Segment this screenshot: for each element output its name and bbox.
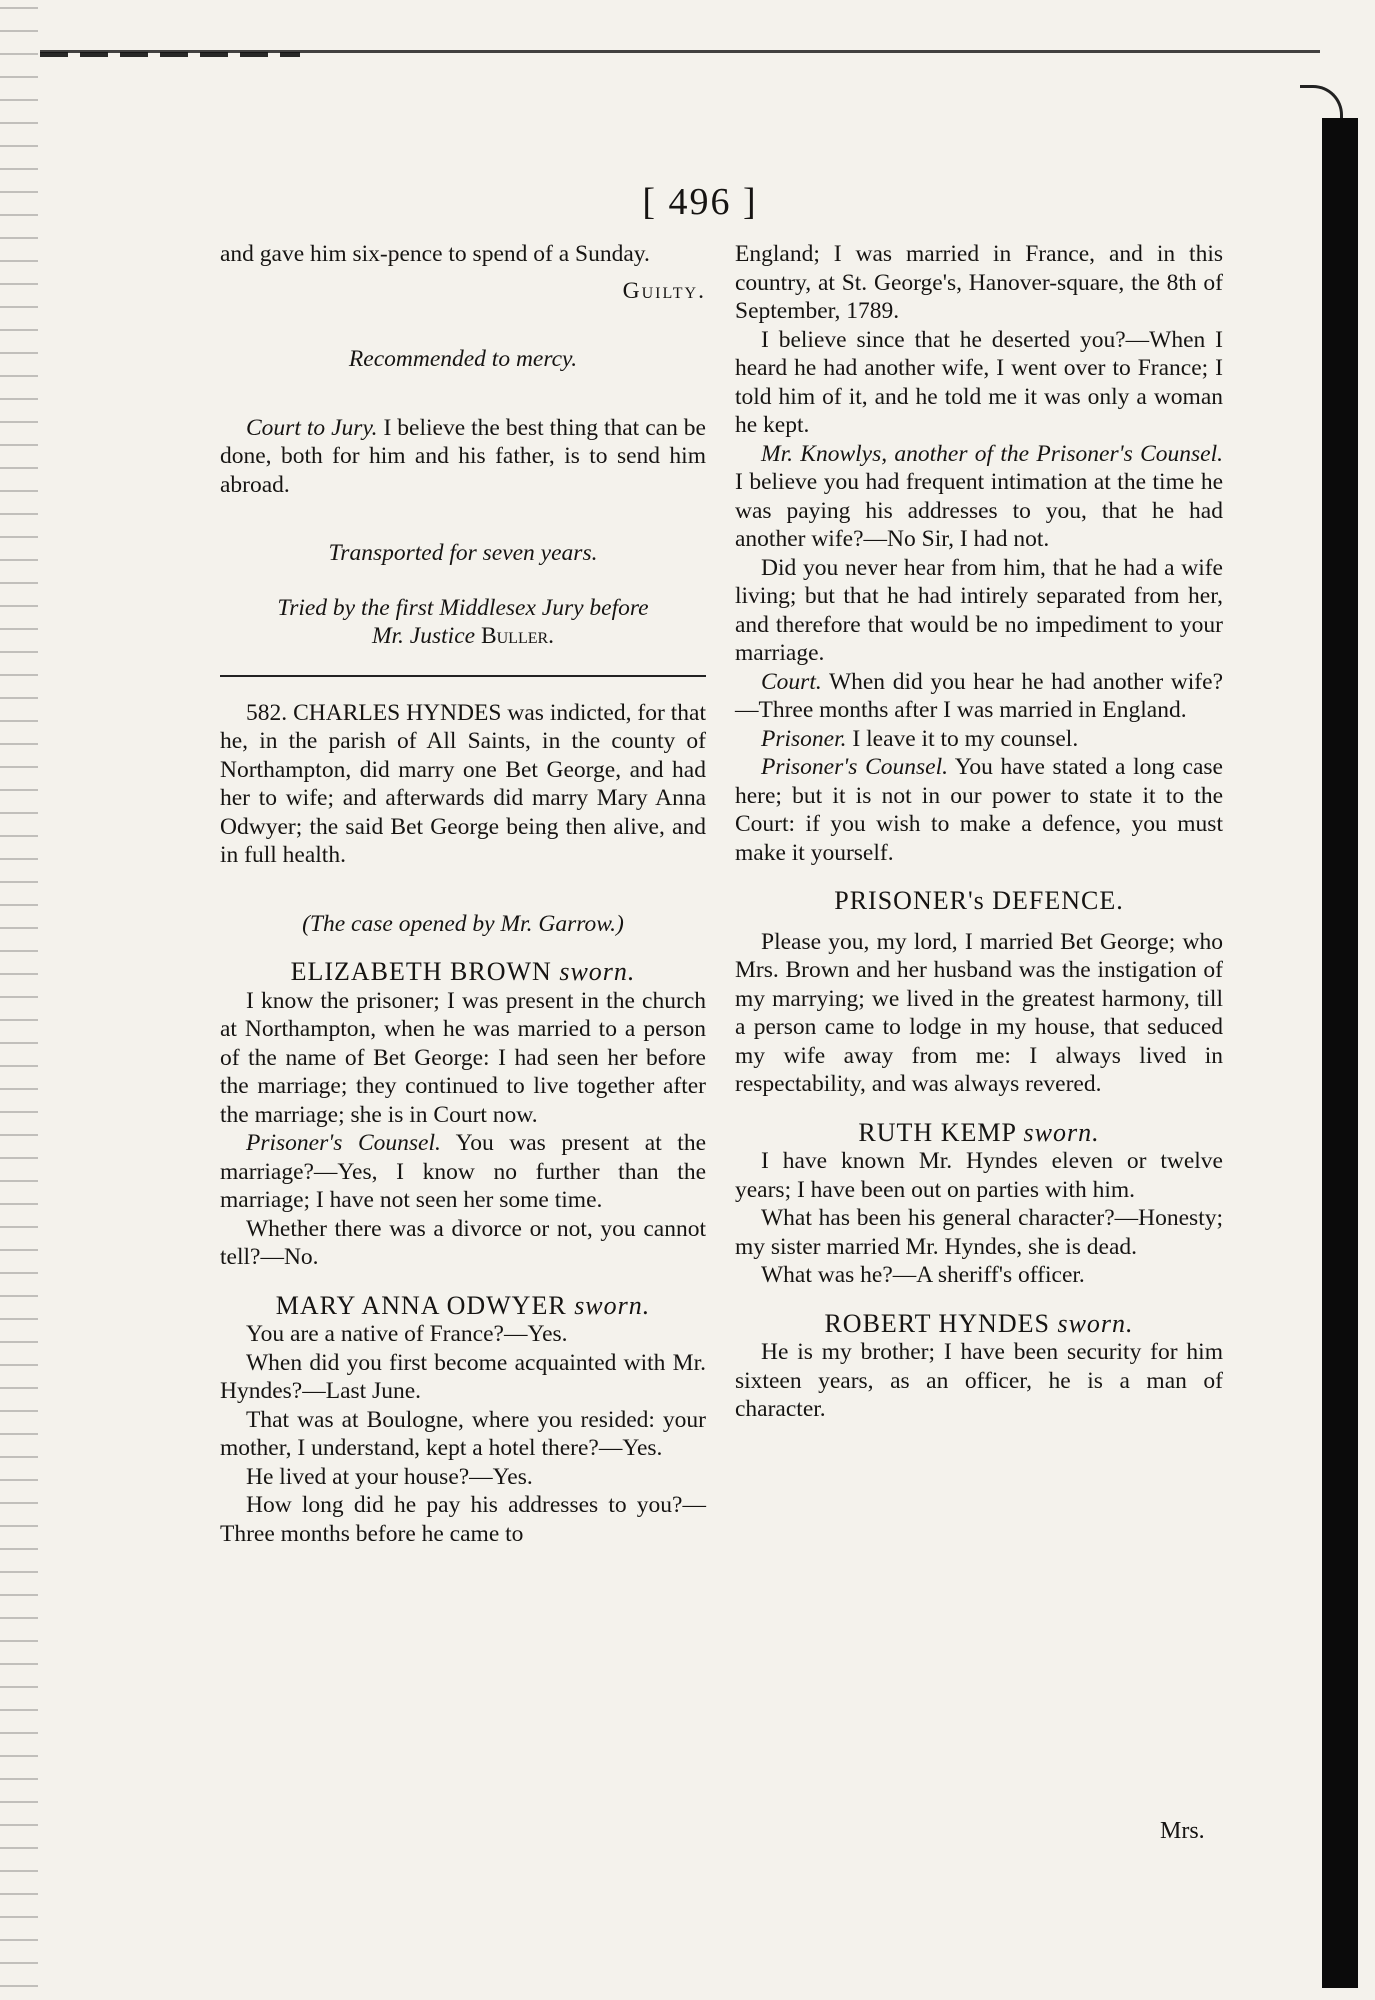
speaker-label: Court to Jury. <box>246 414 378 441</box>
paragraph <box>735 753 1223 867</box>
paragraph: I know the prisoner; I was present in the church at Northampton, when he was married to a person of the name of Bet George: I had seen her before the marriage; they continued to live together after the marriage; she is in Court now. <box>220 987 706 1128</box>
witness-heading <box>220 1292 706 1321</box>
speech-text: You was present at the marriage?—Yes, I know no further than the marriage; I have not seen her some time. <box>220 1130 707 1213</box>
speaker-label: Prisoner's Counsel. <box>246 1130 441 1156</box>
paragraph: I believe since that he deserted you?—When I heard he had another wife, I went over to France; I told him of it, and he told me it was only a woman he kept. <box>735 326 1223 438</box>
paragraph <box>220 414 706 500</box>
page-binding-edge <box>1322 118 1358 1988</box>
sworn-label: sworn. <box>1023 1117 1100 1147</box>
recommendation: Recommended to mercy. <box>348 346 578 372</box>
speech-text: When did you hear he had another wife?—Three months after I was married in England. <box>735 668 1223 723</box>
paragraph: He lived at your house?—Yes. <box>246 1463 533 1490</box>
judge-title: Mr. Justice <box>371 623 481 649</box>
right-column <box>735 240 1223 1424</box>
sworn-label: sworn. <box>559 957 636 986</box>
case-paragraph <box>220 699 706 870</box>
section-rule <box>220 675 706 677</box>
paragraph: He is my brother; I have been security for him sixteen years, as an officer, he is a man of character. <box>735 1339 1223 1422</box>
speech-text: I leave it to my counsel. <box>846 725 1079 752</box>
tried-line: Tried by the first Middlesex Jury before <box>277 594 649 621</box>
case-title: 582. CHARLES HYNDES <box>246 699 502 726</box>
paragraph: Whether there was a divorce or not, you cannot tell?—No. <box>220 1215 706 1270</box>
paragraph: That was at Boulogne, where you resided: your mother, I understand, kept a hotel there?—Yes. <box>220 1406 706 1461</box>
left-column <box>220 240 706 1548</box>
speech-text: I believe you had frequent intimation at the time he was paying his addresses to you, that he had another wife?—No Sir, I had not. <box>735 469 1223 552</box>
tried-line <box>220 622 706 651</box>
case-text: was indicted, for that he, in the parish of All Saints, in the county of Northampton, did marry one Bet George, and had her to wife; and afterwards did marry Mary Anna Odwyer; the said Bet George being then alive, and in full health. <box>220 699 706 868</box>
witness-heading <box>735 1310 1223 1339</box>
witness-heading <box>220 958 706 987</box>
witness-name: ELIZABETH BROWN <box>290 957 560 986</box>
witness-name: MARY ANNA ODWYER <box>275 1290 575 1320</box>
top-border-dashes <box>40 52 300 57</box>
speaker-label: Mr. Knowlys, another of the Prisoner's Counsel. <box>761 440 1223 467</box>
witness-name: RUTH KEMP <box>858 1117 1024 1147</box>
witness-heading <box>735 1119 1223 1148</box>
speaker-label: Court. <box>761 668 822 695</box>
paragraph: What has been his general character?—Honesty; my sister married Mr. Hyndes, she is dead. <box>735 1205 1223 1260</box>
paragraph: What was he?—A sheriff's officer. <box>761 1262 1085 1288</box>
paragraph <box>735 440 1223 554</box>
speech-text: I believe the best thing that can be done, both for him and his father, is to send him abroad. <box>220 414 706 498</box>
case-opened: (The case opened by Mr. Garrow.) <box>302 910 624 937</box>
paragraph <box>735 668 1223 725</box>
paragraph: Did you never hear from him, that he had a wife living; but that he had intirely separated from her, and therefore that would be no impediment to your marriage. <box>735 554 1223 666</box>
paragraph: How long did he pay his addresses to you?—Three months before he came to <box>220 1492 706 1547</box>
witness-name: ROBERT HYNDES <box>824 1308 1058 1338</box>
verdict: Guilty. <box>622 277 706 304</box>
defence-heading: PRISONER's DEFENCE. <box>834 886 1124 915</box>
paragraph: England; I was married in France, and in this country, at St. George's, Hanover-square, the 8th of September, 1789. <box>735 241 1223 324</box>
paragraph <box>220 1129 706 1215</box>
sworn-label: sworn. <box>574 1290 651 1320</box>
speaker-label: Prisoner. <box>761 725 847 752</box>
judge-name: Buller. <box>480 623 555 649</box>
paragraph: I have known Mr. Hyndes eleven or twelve years; I have been out on parties with him. <box>735 1148 1223 1203</box>
paragraph: and gave him six-pence to spend of a Sunday. <box>220 241 650 267</box>
sentence: Transported for seven years. <box>328 540 598 566</box>
sworn-label: sworn. <box>1057 1308 1134 1338</box>
paragraph: You are a native of France?—Yes. <box>246 1321 568 1347</box>
speech-text: You have stated a long case here; but it is not in our power to state it to the Court: if you wish to make a defence, you must make it yourself. <box>735 754 1223 866</box>
paragraph: Please you, my lord, I married Bet George; who Mrs. Brown and her husband was the instigation of my marrying; we lived in the greatest harmony, till a person came to lodge in my house, that seduced my wife away from me: I always lived in respectability, and was always revered. <box>735 928 1223 1097</box>
paragraph <box>735 725 1223 754</box>
page-edge-left <box>0 0 38 2000</box>
catchword: Mrs. <box>1160 1818 1205 1844</box>
paragraph: When did you first become acquainted with Mr. Hyndes?—Last June. <box>220 1349 706 1404</box>
page-number: [ 496 ] <box>642 181 758 223</box>
speaker-label: Prisoner's Counsel. <box>761 754 948 780</box>
